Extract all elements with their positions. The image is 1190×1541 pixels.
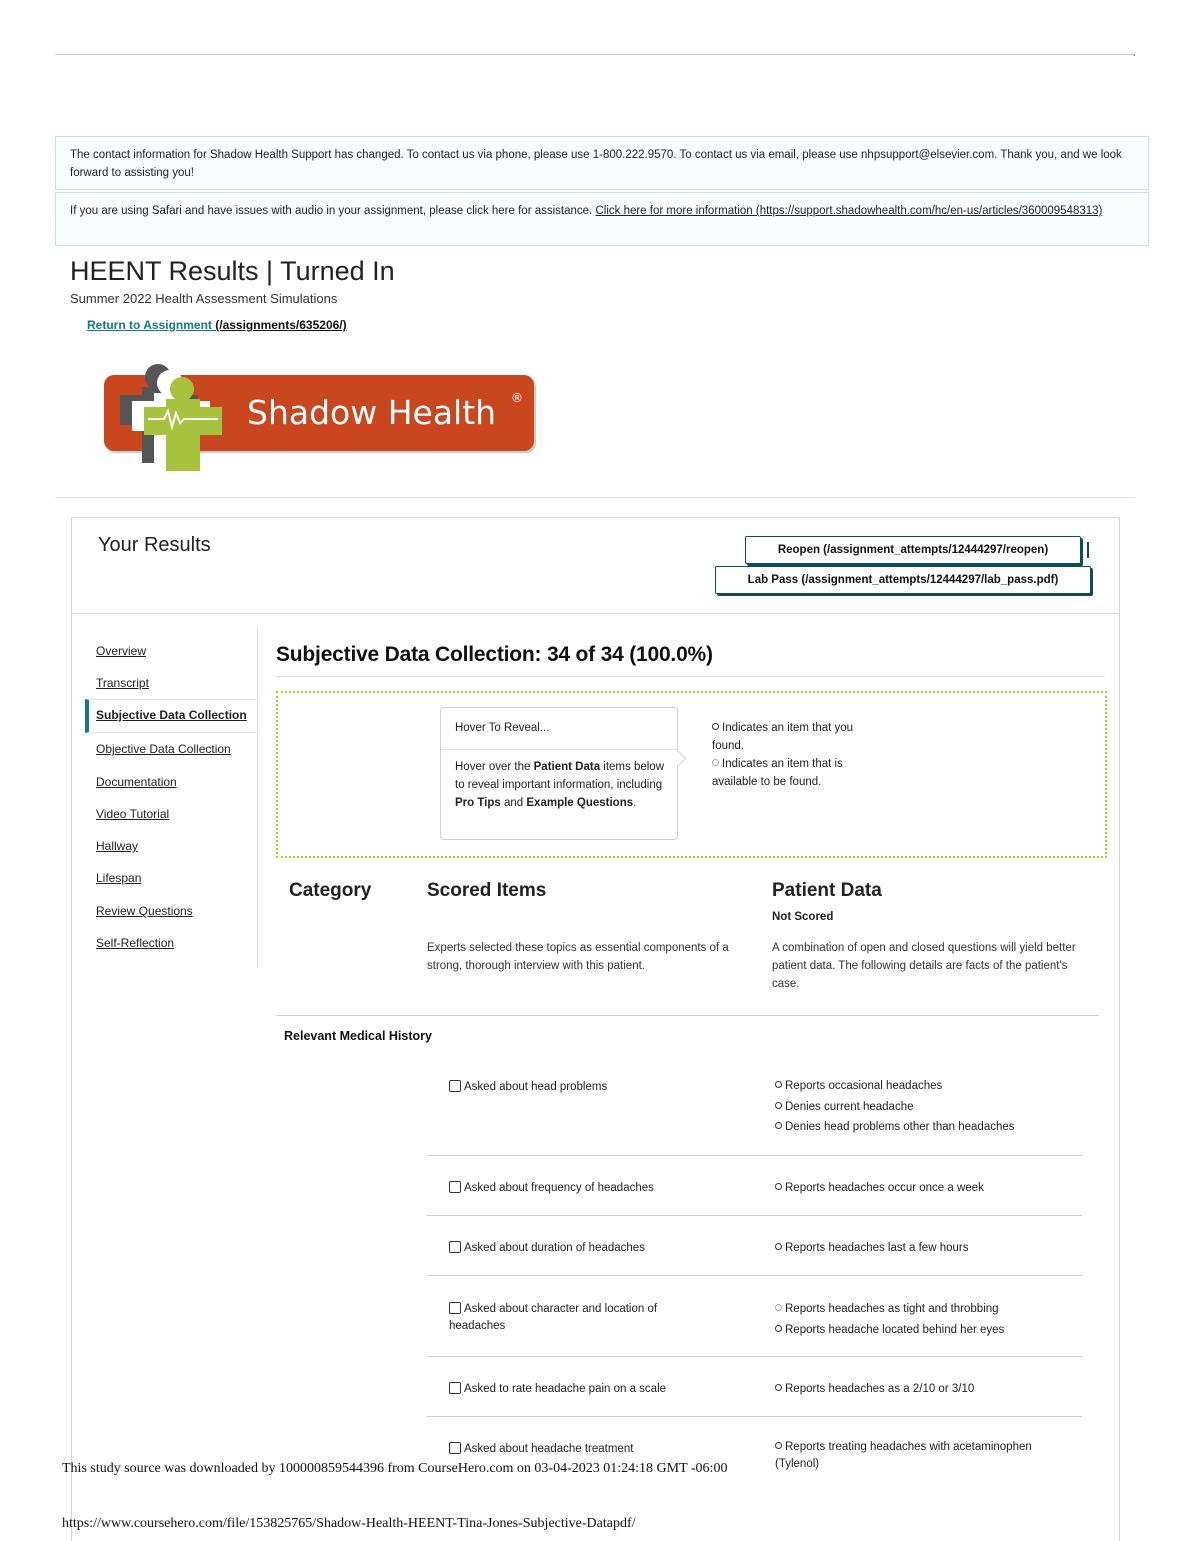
nav-self-reflection[interactable]: Self-Reflection [96,936,175,950]
scored-item [449,1381,709,1398]
reopen-divider [1087,542,1089,558]
scored-item [449,1240,709,1257]
checkbox-icon [449,1382,461,1394]
category-heading: Category [289,880,372,901]
checkbox-icon [449,1181,461,1193]
patient-data-text: Reports headaches last a few hours [785,1242,969,1254]
found-circle-icon [775,1102,782,1109]
tip-text: items below to reveal important information, including [455,761,665,791]
reopen-button[interactable]: Reopen (/assignment_attempts/12444297/reopen) [745,536,1081,564]
return-link-url[interactable]: (/assignments/635206/) [215,318,347,332]
available-circle-icon [775,1304,782,1311]
page-subtitle: Summer 2022 Health Assessment Simulations [70,291,338,306]
logo-registered-mark: ® [511,391,523,405]
tip-patient-data: Patient Data [533,761,601,773]
patient-data-list [775,1076,1075,1138]
top-rule [55,54,1135,55]
found-circle-icon [775,1081,782,1088]
patient-data-text: Reports occasional headaches [785,1080,943,1092]
tip-text: Hover over the [455,761,534,773]
safari-notice-text: If you are using Safari and have issues with audio in your assignment, please click here for assistance. [70,205,596,217]
download-source-footer: This study source was downloaded by 100000859544396 from CourseHero.com on 03-04-2023 01:24:18 GMT -06:00 [62,1461,728,1476]
patient-data-text: Reports headaches as a 2/10 or 3/10 [785,1383,975,1395]
patient-data-item[interactable] [775,1178,1075,1199]
results-sidenav [85,628,258,968]
header-separator [55,497,1135,498]
checkbox-icon [449,1080,461,1092]
nav-transcript[interactable]: Transcript [96,676,149,690]
scored-item [449,1441,709,1458]
safari-help-link[interactable]: Click here for more information (https://support.shadowhealth.com/hc/en-us/articles/360009548313) [595,205,1103,217]
logo-wordmark: Shadow Health [247,393,497,432]
patient-data-description: A combination of open and closed questions will yield better patient data. The following details are facts of the patient's case. [772,942,1076,990]
title-rule [276,676,1105,677]
legend-available-text: Indicates an item that is available to be found. [712,758,843,788]
scored-item-text: Asked about duration of headaches [464,1242,645,1254]
shadow-health-logo [100,355,540,478]
not-scored-label: Not Scored [772,911,834,923]
patient-data-item[interactable] [775,1238,1075,1259]
found-circle-icon [712,723,719,730]
scored-item-text: Asked about headache treatment [464,1443,634,1455]
support-notice [55,136,1149,190]
tip-header-text: Hover To Reveal... [455,722,550,734]
hover-tip-card[interactable] [440,707,678,840]
found-circle-icon [775,1325,782,1332]
table-row [427,1216,1082,1276]
page-url-footer: https://www.coursehero.com/file/153825765/Shadow-Health-HEENT-Tina-Jones-Subjective-Datapdf/ [62,1516,636,1531]
scored-item-text: Asked to rate headache pain on a scale [464,1383,667,1395]
tip-text: . [633,797,637,809]
patient-data-item[interactable] [775,1076,1075,1097]
patient-data-item[interactable] [775,1439,1065,1473]
legend-box [276,691,1107,858]
patient-data-item[interactable] [775,1299,1075,1320]
scored-item [449,1301,699,1335]
table-row [427,1417,1082,1497]
found-circle-icon [775,1442,782,1449]
table-row [427,1069,1082,1156]
scored-item [449,1180,709,1197]
your-results-title: Your Results [98,534,211,556]
scored-items-description: Experts selected these topics as essential components of a strong, thorough interview with this patient. [427,942,729,972]
patient-data-heading: Patient Data [772,880,882,901]
checkbox-icon [449,1442,461,1454]
nav-objective-data-collection[interactable]: Objective Data Collection [96,742,231,756]
checkbox-icon [449,1302,461,1314]
legend-found [712,719,882,755]
patient-data-text: Reports headaches as tight and throbbing [785,1303,999,1315]
return-to-assignment-link[interactable] [87,318,347,332]
patient-data-item[interactable] [775,1379,1075,1400]
scored-item-text: Asked about head problems [464,1081,608,1093]
patient-data-list [775,1299,1075,1340]
nav-subjective-active [85,699,259,733]
page-title: HEENT Results | Turned In [70,256,395,286]
corner-dot: . [1133,48,1136,58]
table-rule [276,1015,1099,1016]
found-circle-icon [775,1243,782,1250]
table-row [427,1156,1082,1216]
section-score-title: Subjective Data Collection: 34 of 34 (100.0%) [276,643,713,666]
scored-item-text: Asked about character and location of headaches [449,1303,658,1332]
safari-notice [55,192,1149,246]
patient-data-text: Reports treating headaches with acetaminophen (Tylenol) [775,1441,1032,1470]
patient-data-list [775,1439,1075,1473]
scored-item [449,1079,709,1096]
legend-items [712,719,882,791]
tip-header [441,708,677,750]
patient-data-list [775,1379,1075,1400]
found-circle-icon [775,1122,782,1129]
nav-hallway[interactable]: Hallway [96,839,139,853]
nav-overview[interactable]: Overview [96,644,147,658]
tip-body [455,758,667,812]
patient-data-item[interactable] [775,1320,1075,1341]
nav-subjective-data-collection[interactable]: Subjective Data Collection [96,708,247,722]
available-circle-icon [712,759,719,766]
nav-lifespan[interactable]: Lifespan [96,871,142,885]
patient-data-item[interactable] [775,1097,1075,1118]
legend-available [712,755,882,791]
legend-found-text: Indicates an item that you found. [712,722,854,752]
checkbox-icon [449,1241,461,1253]
support-notice-text: The contact information for Shadow Health Support has changed. To contact us via phone, please use 1-800.222.9570. To contact us via email, please use nhpsupport@elsevier.com. Thank you, and we look forward to assisting you! [70,149,1122,179]
results-panel [71,517,1120,1541]
tip-example-questions: Example Questions [526,797,634,809]
patient-data-list [775,1238,1075,1259]
return-link-label[interactable]: Return to Assignment [87,318,216,332]
nav-review-questions[interactable]: Review Questions [96,904,193,918]
lab-pass-button[interactable]: Lab Pass (/assignment_attempts/12444297/lab_pass.pdf) [715,566,1091,594]
scored-items-heading: Scored Items [427,880,547,901]
nav-video-tutorial[interactable]: Video Tutorial [96,807,170,821]
patient-data-text: Reports headache located behind her eyes [785,1323,1005,1336]
patient-data-text: Denies current headache [785,1100,914,1113]
patient-data-item[interactable] [775,1117,1075,1138]
patient-data-text: Reports headaches occur once a week [785,1182,984,1194]
results-header [72,518,1119,614]
found-circle-icon [775,1183,782,1190]
nav-documentation[interactable]: Documentation [96,775,177,789]
category-relevant-medical-history: Relevant Medical History [284,1029,432,1043]
patient-data-text: Denies head problems other than headaches [785,1121,1015,1133]
tip-pro-tips: Pro Tips [455,797,501,809]
scored-item-text: Asked about frequency of headaches [464,1182,654,1194]
patient-data-list [775,1178,1075,1199]
tip-text: and [500,797,527,809]
table-row [427,1276,1082,1357]
found-circle-icon [775,1384,782,1391]
table-row [427,1357,1082,1417]
